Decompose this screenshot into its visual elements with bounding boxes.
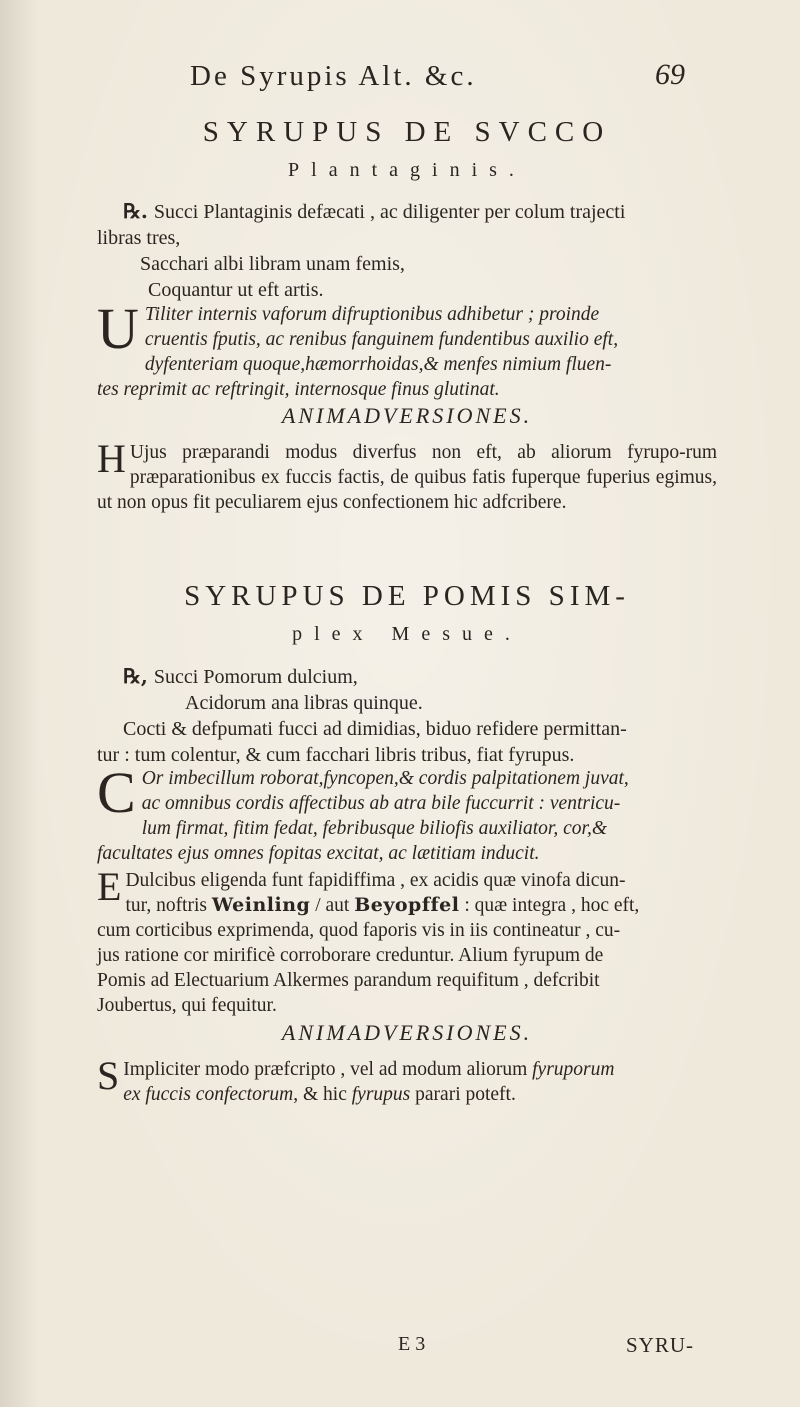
recipe-symbol-icon: ℞. (123, 199, 148, 223)
recipe-line: Acidorum ana libras quinque. (185, 692, 423, 714)
recipe-line: ℞, Succi Pomorum dulcium, (123, 664, 358, 688)
page-number: 69 (655, 58, 685, 91)
notes-line: cum corticibus exprimenda, quod faporis vis in iis contineatur , cu- (97, 920, 621, 941)
recipe-line: libras tres, (97, 227, 181, 249)
section-title-plantago-line1: SYRUPUS DE SVCCO (202, 116, 612, 148)
german-word-beyopffel: Beyopffel (354, 894, 460, 916)
notes-line: Joubertus, qui fequitur. (97, 995, 277, 1016)
recipe-line: Cocti & defpumati fucci ad dimidias, biduo refidere permittan- (123, 718, 627, 740)
gutter-shadow (0, 0, 40, 1407)
drop-cap: E (97, 864, 122, 909)
usage-line: Or imbecillum roborat,fyncopen,& cordis palpitationem juvat, (141, 768, 629, 789)
animadversiones-text-1: H Ujus præparandi modus diverfus non eft, ab aliorum fyrupo-rum præparationibus ex fuccis factis, de quibus fatis fuperque fuperius egimus, ut non opus fit peculiarem ejus confectionem hic adfcribere. (97, 436, 717, 513)
animadversiones-line: Impliciter modo præfcripto , vel ad modum aliorum fyruporum (123, 1059, 615, 1080)
usage-line: Tiliter internis vaforum difruptionibus adhibetur ; proinde (144, 304, 600, 325)
drop-cap: C (97, 760, 136, 825)
usage-line: cruentis fputis, ac renibus fanguinem fundentibus auxilio eft, (144, 329, 619, 350)
signature-mark: E 3 (398, 1333, 426, 1355)
usage-plantago (97, 296, 717, 402)
running-head-title: De Syrupis Alt. &c. (190, 60, 477, 92)
notes-line: Dulcibus eligenda funt fapidiffima , ex acidis quæ vinofa dicun- (125, 870, 626, 891)
usage-pomis (97, 760, 717, 866)
recipe-line: ℞. Succi Plantaginis defæcati , ac diligenter per colum trajecti (123, 199, 626, 223)
notes-line: tur, noftris Weinling / aut Beyopffel : quæ integra , hoc eft, (125, 894, 640, 916)
animadversiones-line: ex fuccis confectorum, & hic fyrupus parari poteft. (123, 1084, 516, 1105)
section-title-plantago-line2: Plantaginis. (288, 159, 526, 181)
notes-pomis (97, 864, 717, 1018)
recipe-pomis (97, 663, 717, 768)
usage-line: ac omnibus cordis affectibus ab atra bile fuccurrit : ventricu- (141, 793, 621, 814)
recipe-line: Coquantur ut eft artis. (148, 279, 324, 301)
german-word-weinling: Weinling (211, 894, 311, 916)
usage-line: lum firmat, fitim fedat, febribusque biliofis auxiliator, cor,& (141, 818, 607, 839)
recipe-plantago (97, 198, 717, 303)
usage-line: dyfenteriam quoque,hæmorrhoidas,& menfes nimium fluen- (144, 354, 612, 375)
drop-cap: H (97, 436, 126, 481)
usage-line: facultates ejus omnes fopitas excitat, ac lætitiam inducit. (97, 843, 540, 864)
animadversiones-heading-1: ANIMADVERSIONES. (281, 403, 533, 428)
drop-cap: S (97, 1053, 120, 1098)
recipe-symbol-icon: ℞, (123, 664, 148, 688)
animadversiones-heading-2: ANIMADVERSIONES. (281, 1020, 533, 1045)
usage-line: tes reprimit ac reftringit, internosque finus glutinat. (97, 379, 500, 400)
notes-line: jus ratione cor mirificè corroborare creduntur. Alium fyrupum de (97, 945, 604, 966)
notes-line: Pomis ad Electuarium Alkermes parandum requifitum , defcribit (97, 970, 600, 991)
recipe-line: tur : tum colentur, & cum facchari libris tribus, fiat fyrupus. (97, 744, 575, 766)
section-title-pomis-line1: SYRUPUS DE POMIS SIM- (184, 580, 630, 612)
animadversiones-text-2 (97, 1053, 717, 1107)
recipe-line: Sacchari albi libram unam femis, (140, 253, 405, 275)
drop-cap: U (97, 296, 139, 361)
catchword: SYRU- (626, 1333, 695, 1357)
section-title-pomis-line2: plex Mesue. (292, 623, 522, 645)
